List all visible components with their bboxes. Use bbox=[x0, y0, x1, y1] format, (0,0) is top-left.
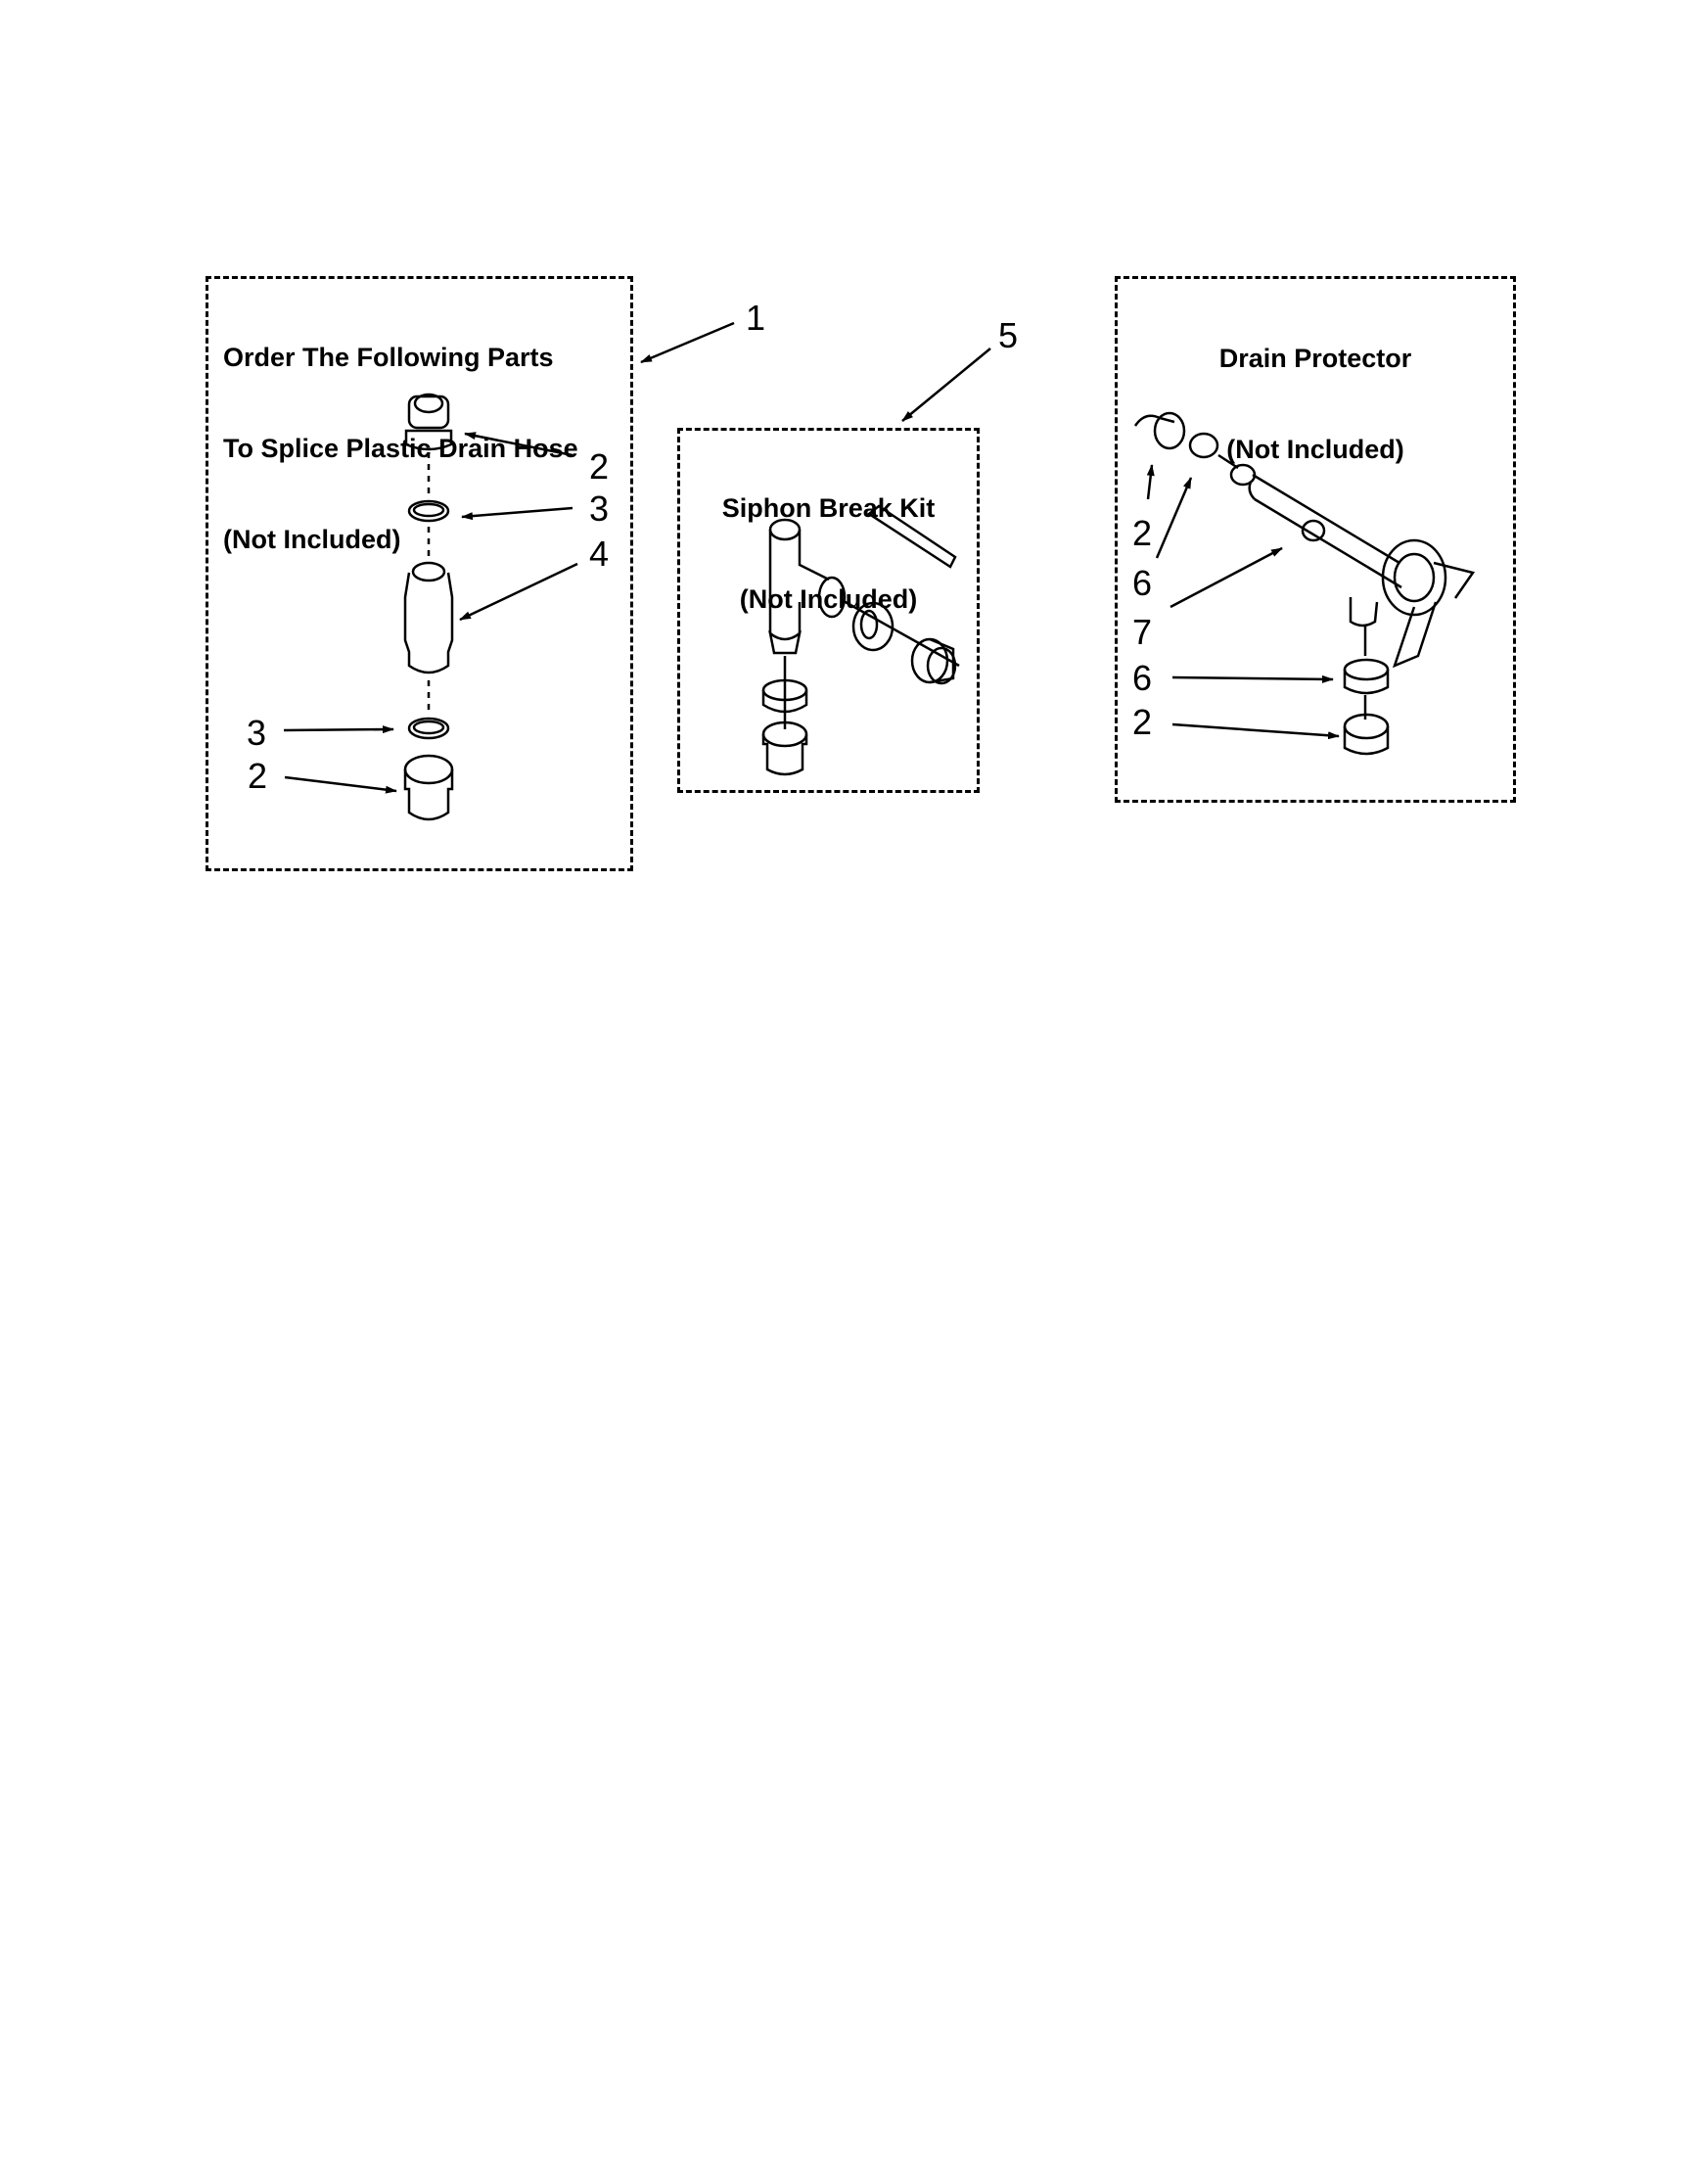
callout-dp-2a: 2 bbox=[1132, 513, 1153, 553]
drain-connector-bottom-icon bbox=[1345, 715, 1388, 754]
callout-splice-3b: 3 bbox=[247, 713, 267, 753]
tee-fitting-icon bbox=[770, 520, 845, 653]
callout-dp-7: 7 bbox=[1132, 612, 1153, 652]
callout-splice-2b: 2 bbox=[248, 756, 268, 796]
connector-bottom-icon bbox=[405, 756, 452, 819]
hose-end-icon bbox=[763, 722, 806, 774]
cable-tie-icon bbox=[869, 506, 955, 567]
coupler-icon bbox=[405, 563, 452, 673]
title-line: Order The Following Parts bbox=[223, 343, 554, 372]
callout-5: 5 bbox=[998, 315, 1019, 355]
callout-dp-2b: 2 bbox=[1132, 702, 1153, 742]
callout-splice-3a: 3 bbox=[589, 488, 610, 529]
parts-line-art bbox=[0, 0, 1697, 881]
drain-connector-top-icon bbox=[1135, 413, 1184, 448]
title-line: Drain Protector bbox=[1218, 344, 1412, 373]
leader-5 bbox=[902, 349, 990, 421]
connector-top-icon bbox=[406, 395, 451, 449]
title-line: To Splice Plastic Drain Hose bbox=[223, 434, 578, 463]
callout-1: 1 bbox=[746, 298, 766, 338]
leader-1 bbox=[641, 323, 734, 362]
title-line: Siphon Break Kit bbox=[721, 493, 936, 523]
title-line: (Not Included) bbox=[739, 584, 918, 614]
title-line: (Not Included) bbox=[1226, 435, 1404, 464]
callout-dp-6a: 6 bbox=[1132, 563, 1153, 603]
callout-splice-4: 4 bbox=[589, 534, 610, 574]
callout-splice-2a: 2 bbox=[589, 446, 610, 487]
callout-dp-6b: 6 bbox=[1132, 658, 1153, 698]
title-line: (Not Included) bbox=[223, 525, 401, 554]
drain-nut-top-icon bbox=[1190, 434, 1217, 457]
drain-nut-bottom-icon bbox=[1345, 660, 1388, 693]
